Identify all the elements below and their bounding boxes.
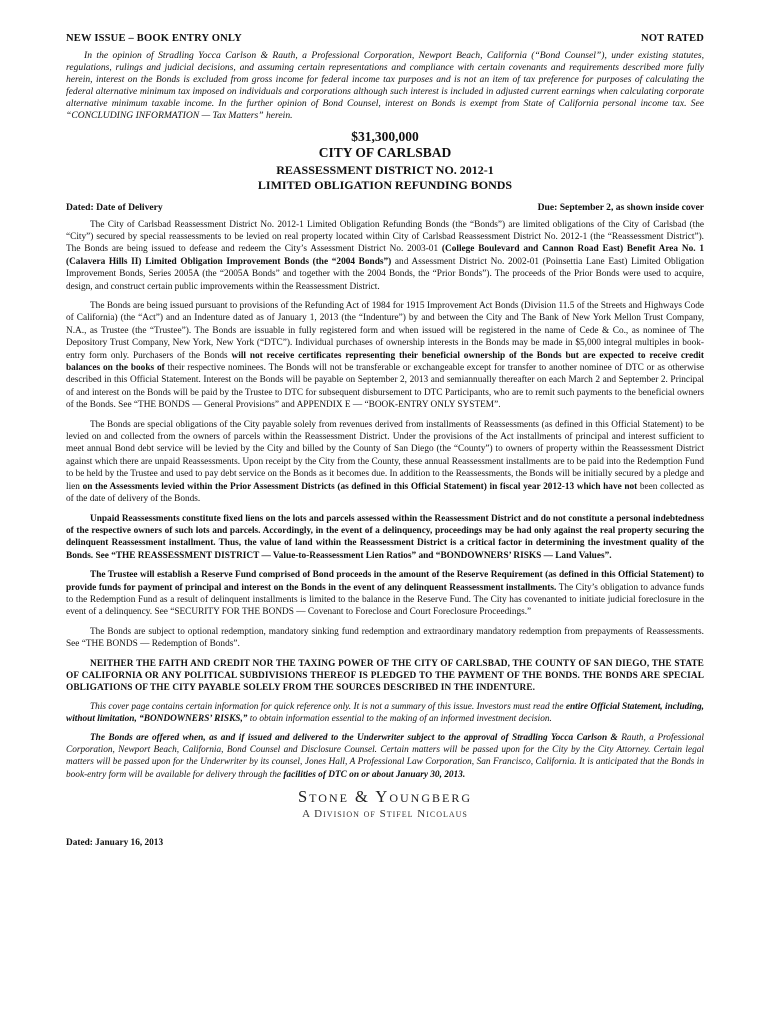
p5-text-bold: The Trustee will establish a Reserve Fund comprised of Bond proceeds in the amount of the Reserve Requirement (as defined in this Official Statement) to provide funds for payment of principal and interest on the Bonds in the event of any delinquent Reassessment installments.	[66, 570, 704, 593]
paragraph-security	[66, 419, 704, 506]
issuer-name: CITY OF CARLSBAD	[318, 144, 452, 160]
p3-text-bold: on the Assessments levied within the Prior Assessment Districts (as defined in this Official Statement) in fiscal year 2012-13 which have not	[82, 481, 638, 492]
bond-counsel-opinion: In the opinion of Stradling Yocca Carlson & Rauth, a Professional Corporation, Newport Beach, California (“Bond Counsel”), under existing statutes, regulations, rulings and judicial decisions, and assuming certain representations and compliance with certain covenants and requirements described more fully herein, interest on the Bonds is excluded from gross income for federal income tax purposes and is not an item of tax preference for purposes of calculating the federal alternative minimum tax imposed on individuals and corporations although such interest is included in adjusted current earnings when calculating corporate alternative minimum taxable income. In the further opinion of Bond Counsel, interest on Bonds is exempt from State of California personal income tax. See “CONCLUDING INFORMATION — Tax Matters” herein.	[66, 50, 704, 122]
p9-text-b: Rauth, a Professional Corporation, Newport Beach, California, Bond Counsel and Disclosure Counsel. Certain matters will be passed upon for the City by the City Attorney. Certain legal matters will be passed upon for the Underwriter by its counsel, Jones Hall, A Professional Law Corporation, San Francisco, California. It is anticipated that the Bonds in book-entry form will be available for delivery through the	[66, 732, 704, 780]
underwriter-name: Stone & Youngberg	[297, 787, 472, 807]
p2-text-c: their respective nominees. The Bonds will not be transferable or exchangeable except for transfer to another nominee of DTC or as otherwise described in this Official Statement. Interest on the Bonds will be payable on September 2, 2013 and semiannually thereafter on each March 2 and September 2. Principal of and interest on the Bonds will be paid by the Trustee to DTC for subsequent disbursement to DTC Participants, who are to remit such payments to the beneficial owners of the Bonds. See “THE BONDS — General Provisions” and APPENDIX E — “BOOK-ENTRY ONLY SYSTEM”.	[66, 363, 704, 411]
p8-text-bold: entire Official Statement, including, without limitation, “BONDOWNERS’ RISKS,”	[66, 701, 704, 725]
bond-title: LIMITED OBLIGATION REFUNDING BONDS	[257, 177, 513, 192]
dated-label: Dated: Date of Delivery	[66, 201, 163, 213]
p3-text-a: The Bonds are special obligations of the City payable solely from revenues derived from installments of Reassessments (as defined in this Official Statement) to be levied on and collected from the owners of parcels within the Reassessment District. Under the provisions of the Act installments of principal and interest sufficient to meet annual Bond debt service will be levied by the City and billed by the County of San Diego (the “County”) to owners of property within the Reassessment District against which there are unpaid Reassessments. Upon receipt by the City from the County, these annual Reassessment installments are to be paid into the Redemption Fund to be held by the Trustee and used to pay debt service on the Bonds as it becomes due. In addition to the Reassessments, the Bonds will be initially secured by a pledge and lien	[66, 419, 704, 492]
paragraph-reserve-fund	[66, 569, 704, 619]
paragraph-cover-notice	[66, 701, 704, 726]
title-block	[66, 129, 704, 193]
p1-text-c: and Assessment District No. 2002-01 (Poinsettia Lane East) Limited Obligation Improvement Bonds, Series 2005A (the “2005A Bonds” and together with the 2004 Bonds, the “Prior Bonds”). The proceeds of the Prior Bonds were used to acquire, design, and construct certain public improvements within the Reassessment District.	[66, 256, 704, 292]
underwriter-division: A Division of Stifel Nicolaus	[302, 808, 468, 821]
p2-text-a: The Bonds are being issued pursuant to provisions of the Refunding Act of 1984 for 1915 Improvement Act Bonds (Division 11.5 of the Streets and Highways Code of California) (the “Act”) and an Indenture dated as of January 1, 2013 (the “Indenture”) by and between the City and The Bank of New York Mellon Trust Company, N.A., as Trustee (the “Trustee”). The Bonds are issuable in fully registered form and when issued will be registered in the name of Cede & Co., as nominee of The Depository Trust Company, New York, New York (“DTC”). Individual purchases of ownership interests in the Bonds may be made in $5,000 integral multiples in book-entry form only. Purchasers of the Bonds	[66, 301, 704, 361]
p2-text-bold: will not receive certificates representing their beneficial ownership of the Bonds but are expected to receive credit balances on the books of	[66, 350, 704, 374]
p1-text-a: The City of Carlsbad Reassessment District No. 2012-1 Limited Obligation Refunding Bonds (the “Bonds”) are limited obligations of the City of Carlsbad (the “City”) secured by special reassessments to be levied on real property located within City of Carlsbad Reassessment District No. 2012-1 (the “Reassessment District”). The Bonds are being issued to defease and redeem the City’s Assessment District No. 2003-01	[66, 219, 704, 255]
paragraph-offering	[66, 732, 704, 782]
underwriter-logo	[66, 787, 704, 820]
district-name: REASSESSMENT DISTRICT NO. 2012-1	[276, 162, 494, 177]
rating-status: NOT RATED	[641, 33, 704, 44]
issue-type: NEW ISSUE – BOOK ENTRY ONLY	[66, 33, 242, 44]
p3-text-c: been collected as of the date of delivery of the Bonds.	[66, 481, 704, 505]
p1-text-bold: (College Boulevard and Cannon Road East) Benefit Area No. 1 (Calavera Hills II) Limited Obligation Improvement Bonds (the “2004 Bonds”)	[66, 244, 704, 267]
p8-text-c: to obtain information essential to the making of an informed investment decision.	[247, 714, 552, 725]
dated-due-row	[66, 202, 704, 213]
p9-text-c: facilities of DTC on or about January 30, 2013.	[283, 769, 466, 780]
due-label: Due: September 2, as shown inside cover	[537, 201, 704, 213]
issue-amount: $31,300,000	[351, 128, 419, 144]
paragraph-liens: Unpaid Reassessments constitute fixed liens on the lots and parcels assessed within the Reassessment District and do not constitute a personal indebtedness of the respective owners of such lots and parcels. Accordingly, in the event of a delinquency, proceedings may be had only against the real property securing the delinquent Reassessment installment. Thus, the value of land within the Reassessment District is a critical factor in determining the investment quality of the Bonds. See “THE REASSESSMENT DISTRICT — Value-to-Reassessment Lien Ratios” and “BONDOWNERS’ RISKS — Land Values”.	[66, 513, 704, 561]
p9-text-bold: The Bonds are offered when, as and if issued and delivered to the Underwriter subject to the approval of Stradling Yocca Carlson &	[90, 732, 618, 743]
paragraph-redemption: The Bonds are subject to optional redemption, mandatory sinking fund redemption and extraordinary mandatory redemption from prepayments of Reassessments. See “THE BONDS — Redemption of Bonds”.	[66, 626, 704, 650]
p5-text-b: The City’s obligation to advance funds to the Redemption Fund as a result of delinquent installments is limited to the balance in the Reserve Fund. The City has covenanted to initiate judicial foreclosure in the event of a delinquency. See “SECURITY FOR THE BONDS — Covenant to Foreclose and Court Foreclosure Proceedings.”	[66, 582, 704, 618]
document-date: Dated: January 16, 2013	[66, 838, 164, 849]
paragraph-no-pledge: NEITHER THE FAITH AND CREDIT NOR THE TAXING POWER OF THE CITY OF CARLSBAD, THE COUNTY OF SAN DIEGO, THE STATE OF CALIFORNIA OR ANY POLITICAL SUBDIVISIONS THEREOF IS PLEDGED TO THE PAYMENT OF THE BONDS. THE BONDS ARE SPECIAL OBLIGATIONS OF THE CITY PAYABLE SOLELY FROM THE SOURCES DESCRIBED IN THE INDENTURE.	[66, 658, 704, 694]
paragraph-overview	[66, 219, 704, 293]
p8-text-a: This cover page contains certain information for quick reference only. It is not a summary of this issue. Investors must read the	[90, 701, 566, 712]
header-line	[66, 33, 704, 44]
paragraph-issuance	[66, 300, 704, 412]
